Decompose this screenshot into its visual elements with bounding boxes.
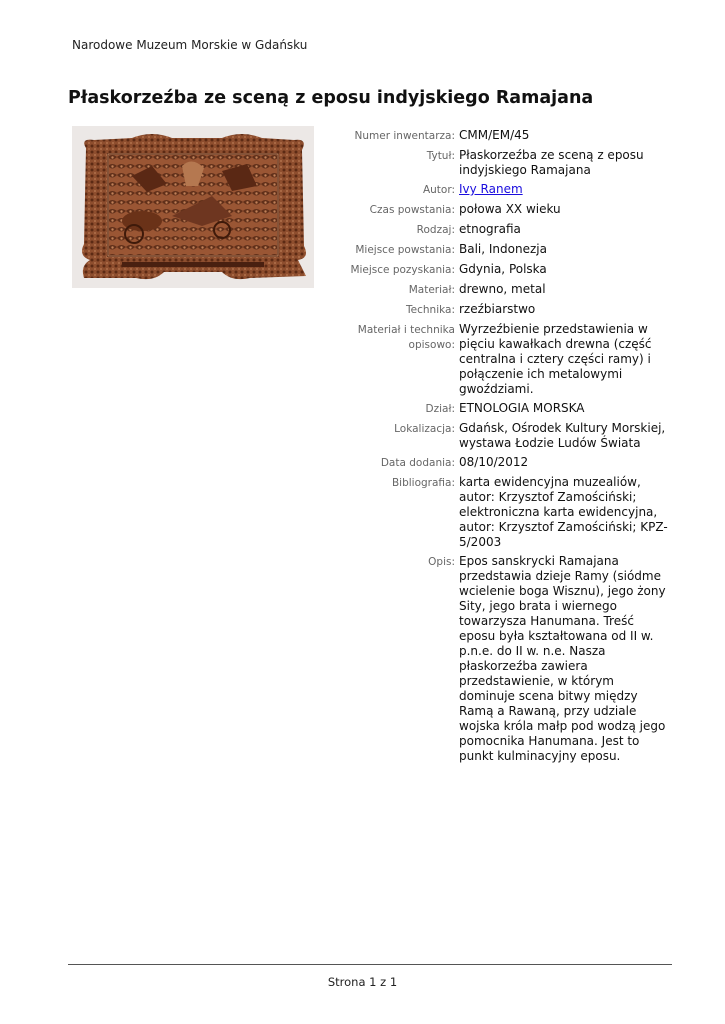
field-value <box>459 182 670 198</box>
field-row-creation-time <box>320 202 670 218</box>
field-label: Materiał: <box>408 284 455 296</box>
field-value: drewno, metal <box>459 282 546 296</box>
field-label: Dział: <box>425 403 455 415</box>
carved-relief-image <box>72 126 314 288</box>
field-label: Bibliografia: <box>391 477 455 489</box>
metadata-table <box>320 128 670 768</box>
field-row-material <box>320 282 670 298</box>
field-label: Miejsce powstania: <box>355 244 455 256</box>
field-row-material-technique-description <box>320 322 670 397</box>
field-value: Wyrzeźbienie przedstawienia w pięciu kawałkach drewna (część centralna i cztery części ramy) i połączenie ich metalowymi gwoździami. <box>459 322 652 396</box>
page-title: Płaskorzeźba ze sceną z eposu indyjskiego Ramajana <box>68 88 594 108</box>
field-value: Gdańsk, Ośrodek Kultury Morskiej, wystawa Łodzie Ludów Świata <box>459 421 666 450</box>
field-label: Tytuł: <box>426 150 455 162</box>
field-row-department <box>320 401 670 417</box>
field-label: Opis: <box>428 556 455 568</box>
field-label: Numer inwentarza: <box>354 130 455 142</box>
field-label: Autor: <box>422 184 455 196</box>
field-value: połowa XX wieku <box>459 202 561 216</box>
museum-name: Narodowe Muzeum Morskie w Gdańsku <box>72 38 308 52</box>
field-value: etnografia <box>459 222 521 236</box>
field-row-date-added <box>320 455 670 471</box>
field-value: 08/10/2012 <box>459 455 529 469</box>
field-row-bibliography <box>320 475 670 550</box>
field-row-technique <box>320 302 670 318</box>
artifact-photo <box>72 126 314 288</box>
field-label: Miejsce pozyskania: <box>350 264 455 276</box>
field-row-location <box>320 421 670 451</box>
field-value: rzeźbiarstwo <box>459 302 536 316</box>
field-value: Bali, Indonezja <box>459 242 547 256</box>
field-value: karta ewidencyjna muzealiów, autor: Krzysztof Zamościński; elektroniczna karta ewidencyjna, autor: Krzysztof Zamościński; KPZ-5/2003 <box>459 475 668 549</box>
field-row-author <box>320 182 670 198</box>
field-row-kind <box>320 222 670 238</box>
footer-divider <box>68 964 672 965</box>
page-number: Strona 1 z 1 <box>327 975 398 989</box>
field-row-place-of-acquisition <box>320 262 670 278</box>
field-value: ETNOLOGIA MORSKA <box>459 401 585 415</box>
field-label: Czas powstania: <box>369 204 455 216</box>
author-link[interactable]: Ivy Ranem <box>459 182 523 196</box>
field-row-inventory-number <box>320 128 670 144</box>
field-value: Epos sanskrycki Ramajana przedstawia dzieje Ramy (siódme wcielenie boga Wisznu), jego żony Sity, jego brata i wiernego towarzysza Hanumana. Treść eposu była kształtowana od II w. p.n.e. do II w. n.e. Nasza płaskorzeźba zawiera przedstawienie, w którym dominuje scena bitwy między Ramą a Rawaną, przy udziale wojska króla małp pod wodzą jego pomocnika Hanumana. Jest to punkt kulminacyjny eposu. <box>459 554 666 763</box>
field-label: Rodzaj: <box>416 224 455 236</box>
field-value: Płaskorzeźba ze sceną z eposu indyjskiego Ramajana <box>459 148 644 177</box>
field-label: Technika: <box>406 304 455 316</box>
field-row-place-of-creation <box>320 242 670 258</box>
field-row-description <box>320 554 670 764</box>
field-label: Data dodania: <box>380 457 455 469</box>
field-value: Gdynia, Polska <box>459 262 547 276</box>
field-row-title <box>320 148 670 178</box>
field-value: CMM/EM/45 <box>459 128 530 142</box>
field-label: Lokalizacja: <box>394 423 455 435</box>
field-label: Materiał i technika opisowo: <box>357 324 455 351</box>
